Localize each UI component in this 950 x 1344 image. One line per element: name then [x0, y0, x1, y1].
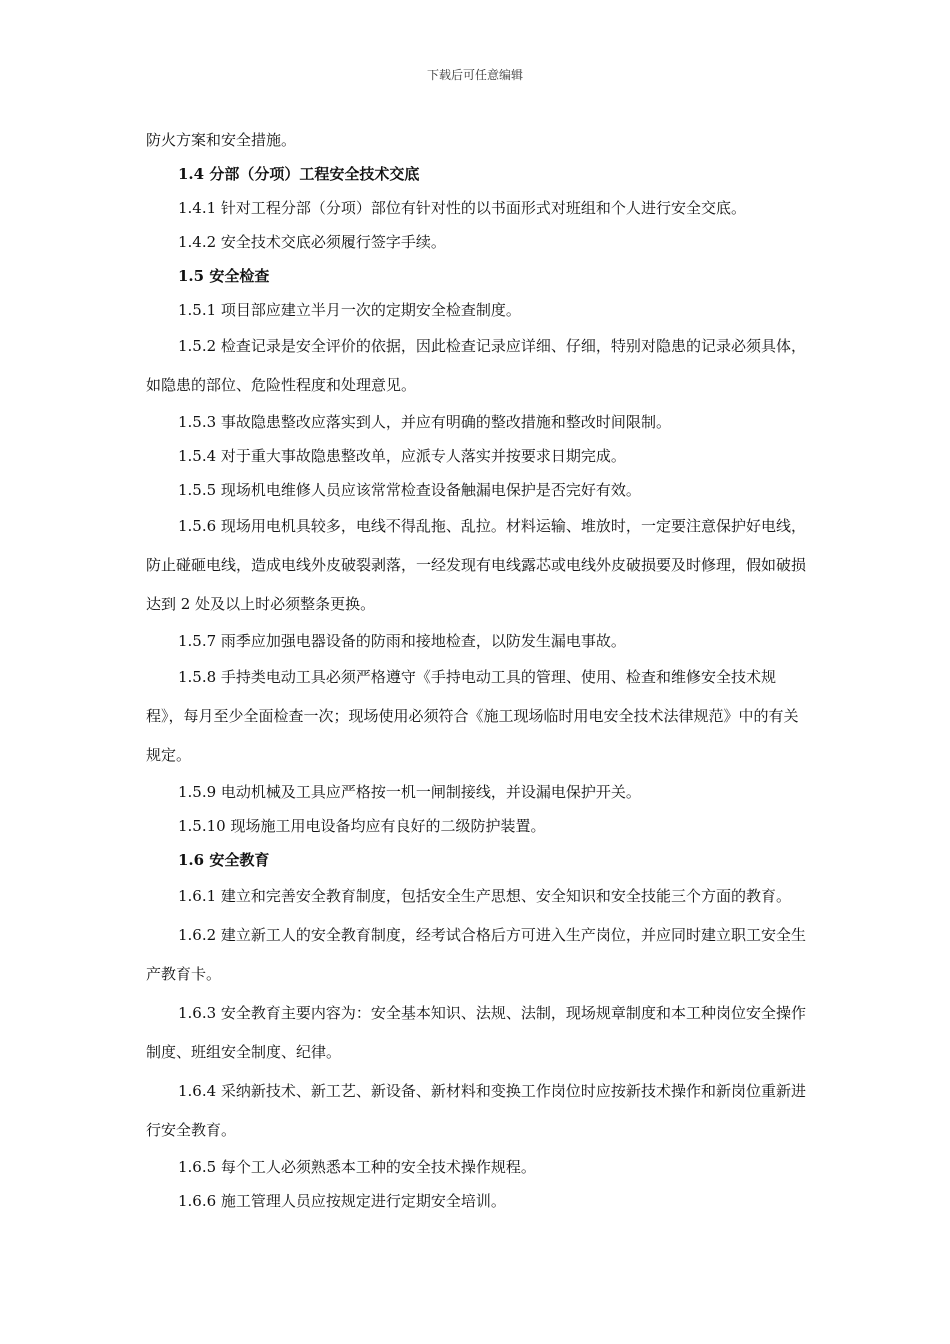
- paragraph: 1.5.1 项目部应建立半月一次的定期安全检查制度。: [178, 301, 521, 319]
- paragraph: 1.6.1 建立和完善安全教育制度，包括安全生产思想、安全知识和安全技能三个方面的教育。: [178, 887, 791, 905]
- paragraph: 1.4.1 针对工程分部（分项）部位有针对性的以书面形式对班组和个人进行安全交底。: [178, 199, 746, 217]
- paragraph: 1.5.4 对于重大事故隐患整改单，应派专人落实并按要求日期完成。: [178, 447, 626, 465]
- paragraph: 防火方案和安全措施。: [146, 131, 297, 149]
- paragraph: 1.5.8 手持类电动工具必须严格遵守《手持电动工具的管理、使用、检查和维修安全技术规程》，每月至少全面检查一次；现场使用必须符合《施工现场临时用电安全技术法律规范》中的有关规定。: [146, 668, 799, 764]
- paragraph: 1.5.9 电动机械及工具应严格按一机一闸制接线，并设漏电保护开关。: [178, 783, 641, 801]
- paragraph: 1.6.3 安全教育主要内容为：安全基本知识、法规、法制，现场规章制度和本工种岗位安全操作制度、班组安全制度、纪律。: [146, 1004, 806, 1061]
- paragraph: 1.6.4 采纳新技术、新工艺、新设备、新材料和变换工作岗位时应按新技术操作和新岗位重新进行安全教育。: [146, 1082, 806, 1139]
- paragraph: 1.5.3 事故隐患整改应落实到人，并应有明确的整改措施和整改时间限制。: [178, 413, 671, 431]
- paragraph: 1.6.5 每个工人必须熟悉本工种的安全技术操作规程。: [178, 1158, 536, 1176]
- document-body: [146, 123, 810, 1218]
- paragraph: 1.5.10 现场施工用电设备均应有良好的二级防护装置。: [178, 817, 546, 835]
- paragraph: 1.5.6 现场用电机具较多，电线不得乱拖、乱拉。材料运输、堆放时，一定要注意保护好电线，防止碰砸电线，造成电线外皮破裂剥落，一经发现有电线露芯或电线外皮破损要及时修理，假如破损达到 2 处及以上时必须整条更换。: [146, 517, 807, 613]
- paragraph: 1.6.2 建立新工人的安全教育制度，经考试合格后方可进入生产岗位，并应同时建立职工安全生产教育卡。: [146, 926, 806, 983]
- paragraph: 1.5.7 雨季应加强电器设备的防雨和接地检查，以防发生漏电事故。: [178, 632, 626, 650]
- paragraph: 1.5.2 检查记录是安全评价的依据，因此检查记录应详细、仔细，特别对隐患的记录必须具体，如隐患的部位、危险性程度和处理意见。: [146, 337, 806, 394]
- paragraph: 1.4.2 安全技术交底必须履行签字手续。: [178, 233, 446, 251]
- page-header-note: 下载后可任意编辑: [426, 68, 523, 82]
- paragraph: 1.5.5 现场机电维修人员应该常常检查设备触漏电保护是否完好有效。: [178, 481, 641, 499]
- paragraph: 1.6.6 施工管理人员应按规定进行定期安全培训。: [178, 1192, 506, 1210]
- section-heading: 1.4 分部（分项）工程安全技术交底: [178, 165, 420, 183]
- section-heading: 1.6 安全教育: [178, 851, 270, 869]
- section-heading: 1.5 安全检查: [178, 267, 270, 285]
